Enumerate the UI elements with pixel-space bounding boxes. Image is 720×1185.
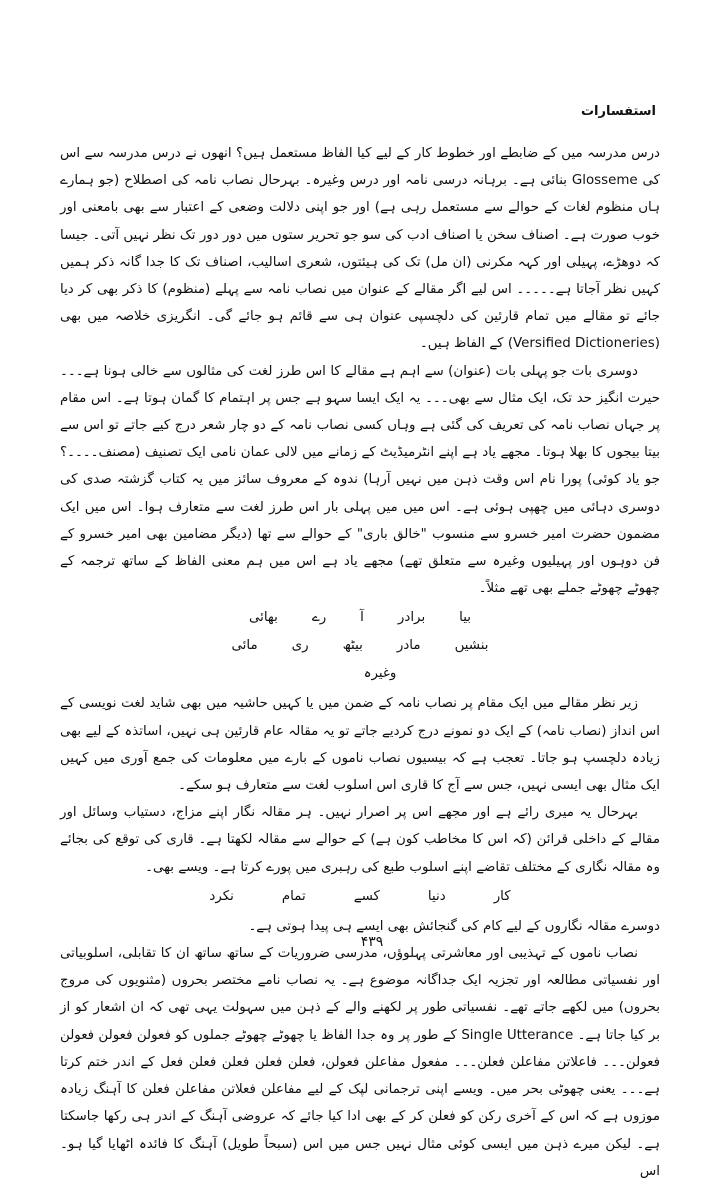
paragraph: دوسری بات جو پہلی بات (عنوان) سے اہم ہے مقالے کا اس طرز لغت کی مثالوں سے خالی ہونا ہے۔۔۔ حیرت انگیز حد تک، ایک مثال سے بھی۔۔۔ یہ ایک ایسا سہو ہے جس پر اہتمام کا گمان ہوتا ہے۔ اس مقام پر جہاں نصاب نامہ کی تعریف کی گئی ہے وہاں کسی نصاب نامہ کے دو چار شعر درج کیے جاتے تو اس سے بیتا بیجوں کا بھلا ہوتا۔ مجھے یاد ہے اپنے انٹرمیڈیٹ کے زمانے میں لالی عمان نامی ایک تصنیف (مصنف۔۔۔۔؟ جو یاد کوئی) پورا نام اس وقت ذہن میں نہیں آرہا) ندوہ کے معروف سائز میں یہ کتاب گزشتہ صدی کی دوسری دہائی میں چھپی ہوئی ہے۔ اس میں میں پہلی بار اس طرز لغت سے متعارف ہوا۔ اس میں ایک مضمون حضرت امیر خسرو سے منسوب "خالق باری" کے حوالے سے تھا (دیگر مضامین بھی امیر خسرو کے فن دوہوں اور پہیلیوں وغیرہ سے متعلق تھے) مجھے یاد ہے اس میں ہم معنی الفاظ کے ساتھ ترجمہ کے چھوٹے چھوٹے جملے بھی تھے مثلاً۔ (60, 363, 660, 597)
verse-line (60, 632, 660, 660)
verse-word: آ (360, 610, 364, 626)
verse-word: بنشیں (454, 638, 489, 654)
paragraph: دوسرے مقالہ نگاروں کے لیے کام کی گنجائش بھی ایسے ہی پیدا ہوتی ہے۔ (248, 918, 660, 934)
verse-word: بیٹھ (342, 638, 363, 654)
verse-word: دنیا (427, 888, 446, 904)
page-number: ۴۳۹ (360, 934, 384, 950)
verse-word: برادر (397, 610, 426, 626)
quoted-verse (60, 883, 660, 911)
verse-word: ری (291, 638, 309, 654)
verse-word: کار (493, 888, 511, 904)
verse-note: وغیرہ (363, 666, 397, 682)
article-body (60, 140, 660, 1185)
paragraph: درس مدرسہ میں کے ضابطے اور خطوط کار کے لیے کیا الفاظ مستعمل ہیں؟ انھوں نے درس مدرسہ سے اس کی Glosseme بنائی ہے۔ برہانہ درسی نامہ اور درس وغیرہ۔ بہرحال نصاب نامہ کی اصطلاح (جو ہمارے ہاں منظوم لغات کے حوالے سے مستعمل رہی ہے) اور جو اپنی دلالت وضعی کے اعتبار سے بھی بامعنی اور خوب صورت ہے۔ اصناف سخن یا اصناف ادب کی سو جو تحریر ستوں میں دور دور تک نظر نہیں آتی۔ جیسا کہ دوھڑے، پہیلی اور کہہ مکرنی (ان مل) تک کی ہیئتوں، شعری اسالیب، اصناف تک کا جدا گانہ ذکر ہمیں کہیں نظر آجاتا ہے۔۔۔۔۔ اس لیے اگر مقالے کے عنوان میں نصاب نامہ سے پہلے (منظوم) کا ذکر بھی کر دیا جائے تو مقالے میں تمام قارئین کی دلچسپی عنوان ہی سے قائم ہو جائے گی۔ انگریزی خلاصہ میں بھی (Versified Dictioneries) کے الفاظ ہیں۔ (60, 146, 660, 352)
paragraph: نصاب ناموں کے تہذیبی اور معاشرتی پہلوؤں، مدرسی ضروریات کے ساتھ ساتھ ان کا تقابلی، اسلوبیاتی اور نفسیاتی مطالعہ اور تجزیہ ایک جداگانہ موضوع ہے۔ یہ نصاب نامے مختصر بحروں (مثنویوں کی مروج بحروں) میں لکھے جاتے تھے۔ نفسیاتی طور پر لکھنے والے کے ذہن میں سہولت یہی تھی کہ ان اشعار کو از بر کیا جاتا ہے۔ Single Utterance کے طور پر وہ جدا الفاظ یا چھوٹے چھوٹے جملوں کو فعولن فعولن فعولن فعولن۔۔۔ فاعلاتن مفاعلن فعلن۔۔۔ مفعول مفاعلن فعولن، فعلن فعلن فعلن فعلن فعل کے اندر ختم کرتا ہے۔۔۔ یعنی چھوٹی بحر میں۔ ویسے اپنی ترجمانی لپک کے لیے مفاعلن فعلاتن مفاعلن فعلن کا آہنگ زیادہ موزوں ہے کہ اس کے آخری رکن کو فعلن کر کے بھی ادا کیا جائے کہ عروضی آہنگ کے اندر ہی رکھا جاسکتا ہے۔ لیکن میرے ذہن میں ایسی کوئی مثال نہیں جس میں اس (سبحاً طویل) آہنگ کا فائدہ اٹھایا گیا ہو۔ اس (60, 946, 661, 1179)
verse-word: تمام (281, 888, 306, 904)
verse-word: بھائی (248, 610, 278, 626)
verse-word: بیا (459, 610, 472, 626)
verse-line (60, 883, 660, 911)
verse-word: کسے (353, 888, 380, 904)
verse-word: مائی (231, 638, 258, 654)
verse-word: نکرد (209, 888, 234, 904)
verse-line (60, 604, 660, 632)
paragraph: بہرحال یہ میری رائے ہے اور مجھے اس پر اصرار نہیں۔ ہر مقالہ نگار اپنے مزاج، دستیاب وسائل اور مقالے کے داخلی قرائن (کہ اس کا مخاطب کون ہے) کے حوالے سے مقالہ لکھتا ہے۔ قاری کی توقع کی بجائے وہ مقالہ نگاری کے مختلف تقاضے اپنے اسلوب طبع کی رہبری میں پورے کرتا ہے۔ ویسے بھی۔ (60, 805, 660, 875)
running-head: استفسارات (580, 104, 656, 119)
paragraph: زیر نظر مقالے میں ایک مقام پر نصاب نامہ کے ضمن میں یا کہیں حاشیہ میں بھی شاید لغت نویسی کے اس انداز (نصاب نامہ) کے ایک دو نمونے درج کردیے جاتے تو یہ مقالہ عام قارئین ہی نہیں، اساتذہ کے لیے بھی زیادہ دلچسپ ہو جاتا۔ تعجب ہے کہ بیسیوں نصاب ناموں کے بارے میں معلومات کی جمع آوری میں کہیں ایک مثال بھی ایسی نہیں، جس سے آج کا قاری اس اسلوب لغت سے متعارف ہو سکے۔ (60, 696, 660, 794)
verse-word: مادر (396, 638, 421, 654)
verse-word: رے (311, 610, 327, 626)
example-verse-block (60, 604, 660, 688)
